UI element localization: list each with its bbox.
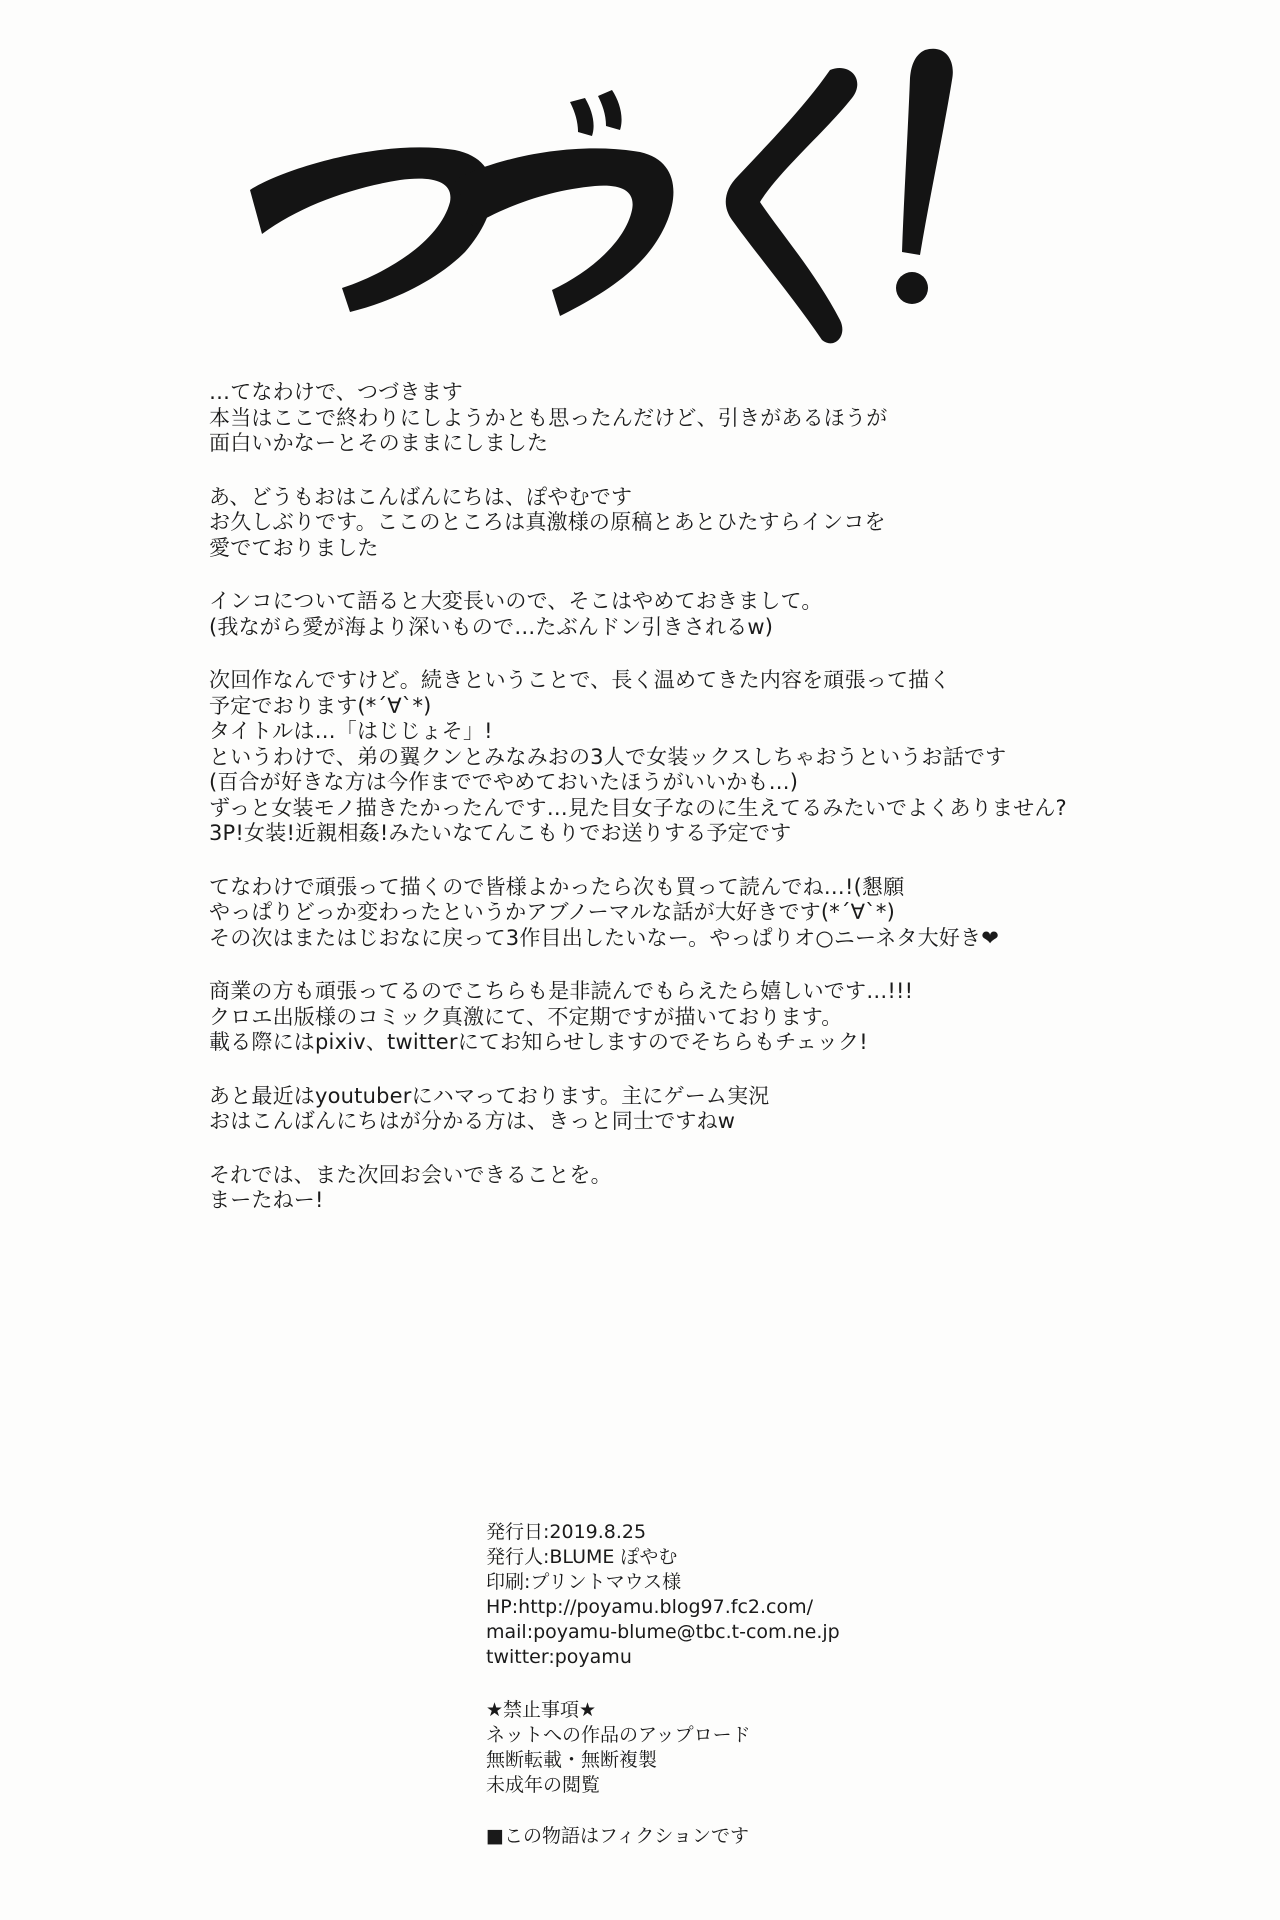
afterword-paragraph — [209, 380, 1109, 457]
text-line: (百合が好きな方は今作まででやめておいたほうがいいかも…) — [209, 770, 799, 794]
text-line: というわけで、弟の翼クンとみなみおの3人で女装ックスしちゃおうというお話です — [209, 744, 1007, 769]
text-line: (我ながら愛が海より深いもので…たぶんドン引きされるw) — [209, 614, 774, 639]
text-line: ずっと女装モノ描きたかったんです…見た目女子なのに生えてるみたいでよくありません? — [209, 795, 1067, 820]
afterword-paragraph — [209, 1084, 1109, 1135]
text-line: 次回作なんですけど。続きということで、長く温めてきた内容を頑張って描く — [209, 668, 951, 692]
text-line: 本当はここで終わりにしようかとも思ったんだけど、引きがあるほうが — [209, 405, 888, 430]
text-line: 愛でておりました — [209, 535, 379, 560]
prohibited-item: ネットへの作品のアップロード — [486, 1724, 751, 1746]
text-line: 商業の方も頑張ってるのでこちらも是非読んでもらえたら嬉しいです…!!! — [209, 979, 914, 1003]
text-line: …てなわけで、つづきます — [209, 380, 463, 404]
text-line: クロエ出版様のコミック真激にて、不定期ですが描いております。 — [209, 1004, 843, 1029]
text-line: てなわけで頑張って描くので皆様よかったら次も買って読んでね…!(懇願 — [209, 874, 905, 899]
text-line: 面白いかなーとそのままにしました — [209, 431, 549, 455]
afterword-paragraph — [209, 668, 1109, 847]
publisher: 発行人:BLUME ぽやむ — [486, 1546, 678, 1568]
prohibited-item: 無断転載・無断複製 — [486, 1749, 658, 1771]
afterword-paragraph — [209, 485, 1109, 562]
fiction-notice: ■この物語はフィクションです — [486, 1825, 750, 1847]
text-line: タイトルは…「はじじょそ」! — [209, 719, 493, 743]
text-line: やっぱりどっか変わったというかアブノーマルな話が大好きです(*´∀`*) — [209, 900, 896, 924]
text-line: まーたねー! — [209, 1188, 324, 1212]
afterword-paragraph — [209, 589, 1109, 640]
title-brush-lettering — [240, 20, 960, 370]
printer: 印刷:プリントマウス様 — [486, 1571, 682, 1593]
text-line: 予定でおります(*´∀`*) — [209, 693, 432, 718]
homepage-url: HP:http://poyamu.blog97.fc2.com/ — [486, 1596, 813, 1618]
prohibited-heading: ★禁止事項★ — [486, 1699, 597, 1721]
afterword-paragraph — [209, 1163, 1109, 1214]
text-line: 載る際にはpixiv、twitterにてお知らせしますのでそちらもチェック! — [209, 1030, 868, 1054]
text-line: 3P!女装!近親相姦!みたいなてんこもりでお送りする予定です — [209, 821, 792, 845]
afterword-paragraph — [209, 979, 1109, 1056]
prohibited-list — [486, 1698, 986, 1798]
twitter-handle: twitter:poyamu — [486, 1646, 632, 1668]
afterword-paragraph — [209, 875, 1109, 952]
colophon — [486, 1520, 986, 1849]
publish-date: 発行日:2019.8.25 — [486, 1521, 647, 1543]
text-line: おはこんばんにちはが分かる方は、きっと同士ですねw — [209, 1109, 736, 1133]
text-line: その次はまたはじおなに戻って3作目出したいなー。やっぱりオ○ニーネタ大好き❤ — [209, 925, 999, 950]
prohibited-item: 未成年の閲覧 — [486, 1774, 601, 1796]
afterword-text — [209, 380, 1109, 1242]
text-line: あと最近はyoutuberにハマっております。主にゲーム実況 — [209, 1083, 770, 1108]
text-line: お久しぶりです。ここのところは真激様の原稿とあとひたすらインコを — [209, 510, 886, 534]
text-line: それでは、また次回お会いできることを。 — [209, 1162, 612, 1187]
text-line: あ、どうもおはこんばんにちは、ぽやむです — [209, 484, 633, 509]
text-line: インコについて語ると大変長いので、そこはやめておきまして。 — [209, 589, 823, 613]
mail-address: mail:poyamu-blume@tbc.t-com.ne.jp — [486, 1621, 840, 1643]
